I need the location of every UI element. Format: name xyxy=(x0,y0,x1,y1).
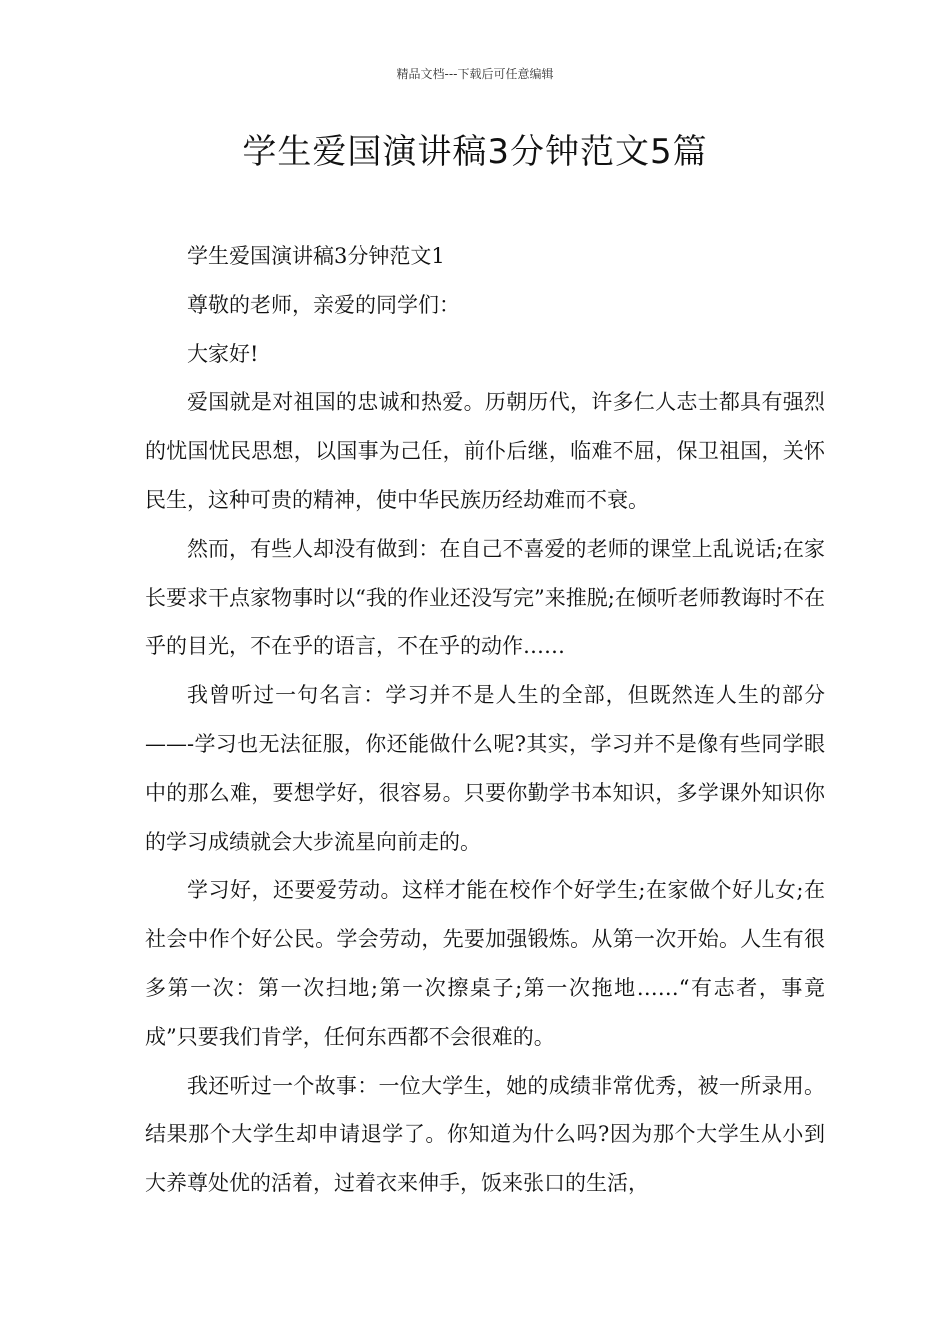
document-title: 学生爱国演讲稿3分钟范文5篇 xyxy=(242,132,708,172)
header-note: 精品文档---下载后可任意编辑 xyxy=(396,67,554,81)
paragraph-body: 我还听过一个故事：一位大学生，她的成绩非常优秀，被一所录用。结果那个大学生却申请退学了。你知道为什么吗?因为那个大学生从小到大养尊处优的活着，过着衣来伸手，饭来张口的生活， xyxy=(145,1073,825,1196)
paragraph-greeting: 大家好! xyxy=(187,341,259,366)
paragraph-subtitle: 学生爱国演讲稿3分钟范文1 xyxy=(187,244,445,268)
paragraph-body: 然而，有些人却没有做到：在自己不喜爱的老师的课堂上乱说话;在家长要求干点家物事时以“我的作业还没写完”来推脱;在倾听老师教诲时不在乎的目光，不在乎的语言，不在乎的动作…… xyxy=(145,536,825,659)
paragraph-body: 爱国就是对祖国的忠诚和热爱。历朝历代，许多仁人志士都具有强烈的忧国忧民思想，以国事为己任，前仆后继，临难不屈，保卫祖国，关怀民生，这种可贵的精神，使中华民族历经劫难而不衰。 xyxy=(145,390,825,512)
document-body xyxy=(145,232,825,1208)
paragraph-body: 学习好，还要爱劳动。这样才能在校作个好学生;在家做个好儿女;在社会中作个好公民。学会劳动，先要加强锻炼。从第一次开始。人生有很多第一次：第一次扫地;第一次擦桌子;第一次拖地……“有志者，事竟成”只要我们肯学，任何东西都不会很难的。 xyxy=(145,878,825,1049)
paragraph-salutation: 尊敬的老师，亲爱的同学们： xyxy=(187,292,460,317)
paragraph-body: 我曾听过一句名言：学习并不是人生的全部，但既然连人生的部分——-学习也无法征服，你还能做什么呢?其实，学习并不是像有些同学眼中的那么难，要想学好，很容易。只要你勤学书本知识，多学课外知识你的学习成绩就会大步流星向前走的。 xyxy=(145,683,825,854)
